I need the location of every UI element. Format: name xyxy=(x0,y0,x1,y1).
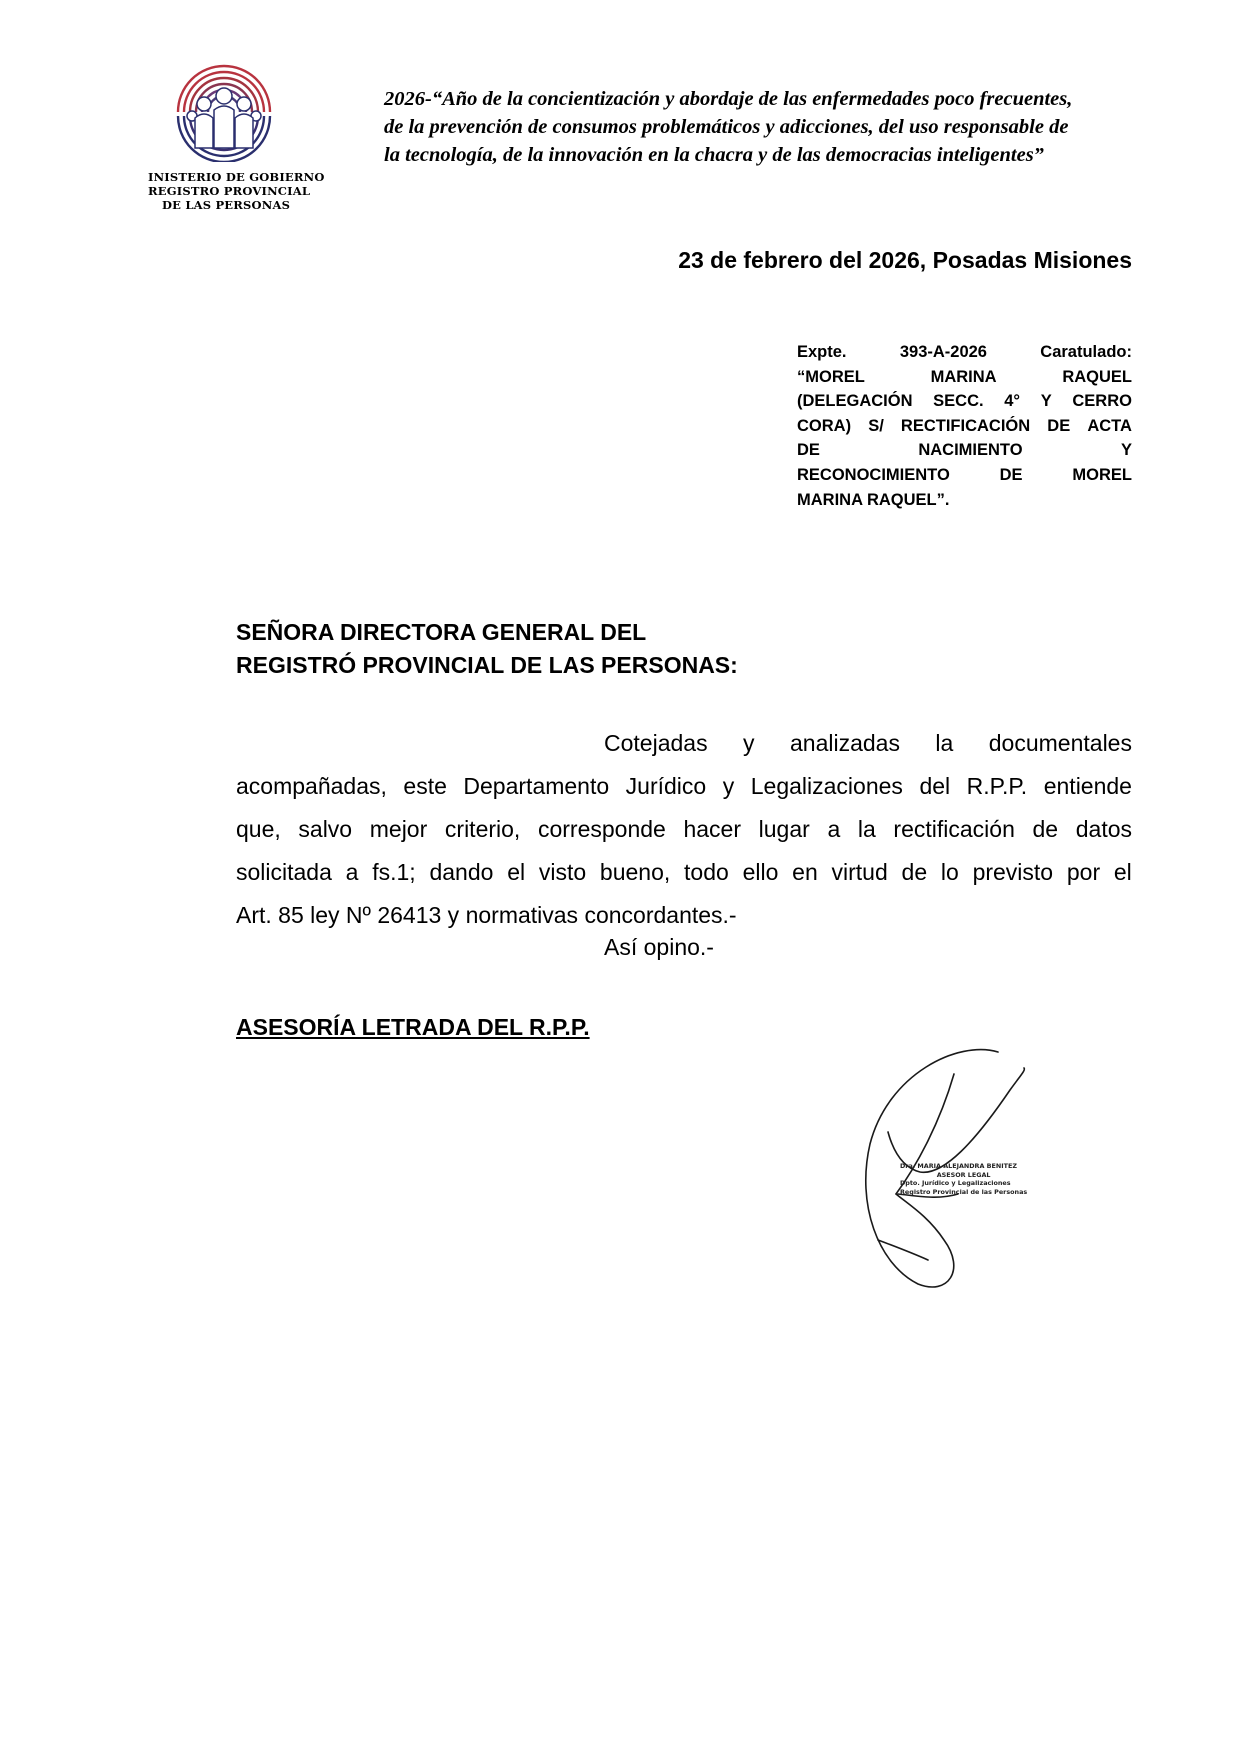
word: de xyxy=(901,859,928,885)
word: lo xyxy=(940,859,959,885)
closing-phrase: Así opino.- xyxy=(604,934,714,960)
word: a xyxy=(345,859,359,885)
word: S/ xyxy=(868,416,884,435)
word: el xyxy=(507,859,526,885)
body-paragraph xyxy=(236,722,1132,937)
date-place: 23 de febrero del 2026, Posadas Misiones xyxy=(678,247,1132,273)
word: DE xyxy=(797,441,820,460)
word: RAQUEL xyxy=(1062,367,1132,386)
word: NACIMIENTO xyxy=(918,441,1023,460)
word: Jurídico xyxy=(625,773,707,799)
word: entiende xyxy=(1043,773,1132,799)
word: a xyxy=(827,816,841,842)
year-motto xyxy=(384,85,1159,169)
body-line xyxy=(236,808,1132,851)
word: Caratulado: xyxy=(1040,343,1132,361)
case-reference-line xyxy=(797,340,1132,365)
addressee-line: SEÑORA DIRECTORA GENERAL DEL xyxy=(236,619,647,645)
word: de xyxy=(1032,816,1059,842)
word: y xyxy=(743,730,755,756)
word: (DELEGACIÓN xyxy=(797,392,913,411)
word: CERRO xyxy=(1072,392,1132,411)
stamp-line: Dra. MARIA ALEJANDRA BENITEZ xyxy=(900,1162,1017,1170)
body-line: Art. 85 ley Nº 26413 y normativas concordantes.- xyxy=(236,902,737,928)
word: 4° xyxy=(1004,392,1021,411)
word: la xyxy=(935,730,954,756)
word: Y xyxy=(1040,392,1052,411)
word: bueno, xyxy=(599,859,671,885)
word: visto xyxy=(538,859,587,885)
stamp-line: Registro Provincial de las Personas xyxy=(900,1187,1028,1196)
word: DE xyxy=(999,465,1023,484)
word: por xyxy=(1066,859,1101,885)
addressee-line: REGISTRÓ PROVINCIAL DE LAS PERSONAS: xyxy=(236,652,738,678)
word: todo xyxy=(684,859,729,885)
word: CORA) xyxy=(797,416,852,435)
word: Cotejadas xyxy=(604,730,708,756)
word: R.P.P. xyxy=(966,773,1028,799)
word: que, xyxy=(236,816,281,842)
word: hacer xyxy=(683,816,741,842)
word: 393-A-2026 xyxy=(899,343,987,361)
institution-line: REGISTRO PROVINCIAL xyxy=(148,184,311,198)
word: Departamento xyxy=(463,773,610,799)
institution-line: DE LAS PERSONAS xyxy=(162,198,291,212)
word: RECTIFICACIÓN xyxy=(900,416,1031,435)
word: MARINA xyxy=(930,367,997,386)
word: y xyxy=(722,773,735,799)
institution-line: INISTERIO DE GOBIERNO xyxy=(148,170,325,184)
word: solicitada xyxy=(236,859,332,885)
word: previsto xyxy=(972,859,1054,885)
word: criterio, xyxy=(444,816,521,842)
fingerprint-family-logo-icon xyxy=(168,50,280,162)
word: Expte. xyxy=(797,343,847,361)
word: ello xyxy=(742,859,779,885)
word: MOREL xyxy=(1072,465,1132,484)
signoff-title: ASESORÍA LETRADA DEL R.P.P. xyxy=(236,1014,590,1040)
case-reference-line xyxy=(797,389,1132,414)
word: datos xyxy=(1075,816,1132,842)
word: ACTA xyxy=(1087,416,1132,435)
word: dando xyxy=(429,859,494,885)
word: virtud xyxy=(831,859,888,885)
word: salvo xyxy=(298,816,353,842)
word: en xyxy=(792,859,818,885)
addressee xyxy=(236,616,738,682)
stamp-line: Dpto. Jurídico y Legalizaciones xyxy=(900,1179,1011,1187)
motto-line: de la prevención de consumos problemáticos y adicciones, del uso responsable de xyxy=(384,116,1069,138)
word: lugar xyxy=(758,816,810,842)
body-line xyxy=(236,722,1132,765)
word: Legalizaciones xyxy=(750,773,903,799)
stamp-line: ASESOR LEGAL xyxy=(936,1170,991,1179)
case-reference-line xyxy=(797,365,1132,390)
motto-line: 2026-“Año de la concientización y abordaje de las enfermedades poco frecuentes, xyxy=(384,88,1073,110)
case-reference-line xyxy=(797,414,1132,439)
word: “MOREL xyxy=(797,367,865,386)
word: corresponde xyxy=(537,816,666,842)
word: fs.1; xyxy=(372,859,416,885)
case-reference-line xyxy=(797,438,1132,463)
body-line xyxy=(236,765,1132,808)
word: mejor xyxy=(369,816,428,842)
body-line xyxy=(236,851,1132,894)
word: rectificación xyxy=(893,816,1015,842)
motto-line: la tecnología, de la innovación en la chacra y de las democracias inteligentes” xyxy=(384,144,1044,166)
word: del xyxy=(919,773,951,799)
word: este xyxy=(403,773,447,799)
signature-block xyxy=(848,1044,1048,1294)
word: Y xyxy=(1120,441,1132,460)
word: SECC. xyxy=(933,392,984,411)
word: la xyxy=(857,816,876,842)
word: el xyxy=(1113,859,1132,885)
case-reference xyxy=(797,340,1132,512)
signature-stamp xyxy=(900,1162,1027,1196)
registry-logo xyxy=(168,50,280,162)
word: acompañadas, xyxy=(236,773,387,799)
word: DE xyxy=(1047,416,1071,435)
word: documentales xyxy=(988,730,1132,756)
word: RECONOCIMIENTO xyxy=(797,465,950,484)
institution-name xyxy=(148,170,325,212)
case-reference-line xyxy=(797,463,1132,488)
case-reference-line: MARINA RAQUEL”. xyxy=(797,490,950,509)
word: analizadas xyxy=(789,730,900,756)
